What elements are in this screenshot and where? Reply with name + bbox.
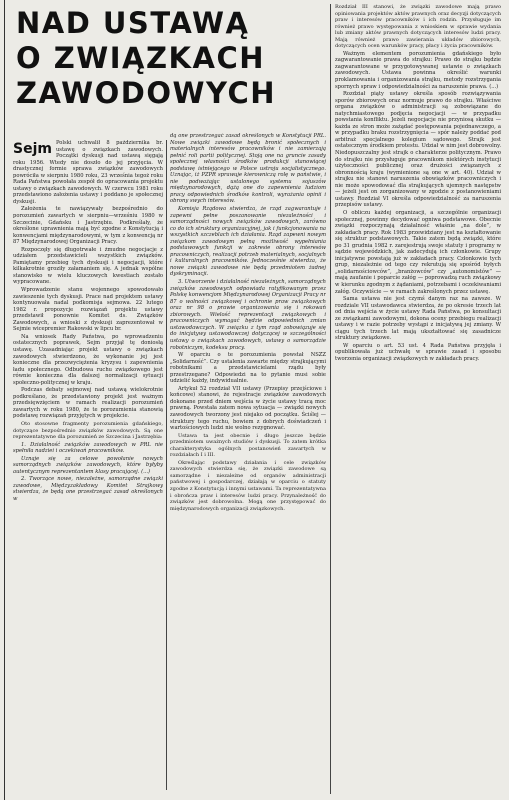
article-headline (16, 6, 277, 111)
col1-paragraph-text: Rozpoczęły się długotrwałe i żmudne negocjacje z udziałem przedstawicieli wszystkich związków. Pamiętamy przebieg tych dyskusji i negocjacji, które kilkakrotnie groziły załamaniem się. A jednak wspólne stanowisko w wielu kluczowych kwestiach zostało wypracowane. (13, 246, 163, 286)
text-column-2 (170, 133, 326, 783)
headline-line-2: O ZWIĄZKACH (16, 41, 265, 75)
col2-paragraph-text: Określając podstawy działania i cele związków zawodowych stwierdza się, że związki zawodowe są samorządne i niezależne od organów administracji państwowej i gospodarczej, działają w oparciu o statuty zgodne z Konstytucją i innymi ustawami. Ta reprezentatywna i obrończa praw i interesów ludzi pracy. Przynależność do związków jest dobrowolna. Mogą one przystępować do międzynarodowych organizacji związkowych. (170, 459, 326, 512)
col1-paragraph-text: 2. Tworzące nowe, niezależne, samorządne związki zawodowe, Międzyzakładowy Komitet Strajkowy stwierdza, że będą one przestrzegać zasad określonych w (13, 476, 163, 502)
col3-paragraph-0 (335, 4, 501, 50)
col1-paragraph-4 (13, 334, 163, 386)
column-divider-1 (166, 140, 167, 790)
col1-paragraph-text: Założenia te nawiązywały bezpośrednio do porozumień zawartych w sierpniu—wrześniu 1980 w Szczecinie, Gdańsku i Jastrzębiu. Podkreślały, że określone uprawnienia mają być zgodne z Konstytucją i konwencjami międzynarodowymi, w tym z konwencją nr 87 Międzynarodowej Organizacji Pracy. (13, 206, 163, 246)
col2-paragraph-text: Komisja Rządowa stwierdza, że rząd zagwarantuje i zapewni pełne poszanowanie niezależności i samorządności nowych związków zawodowych, zarówno co do ich struktury organizacyjnej, jak i funkcjonowania na wszystkich szczeblach ich działania. Rząd zapewni nowym związkom zawodowym pełną możliwość wypełniania podstawowych funkcji w zakresie obrony interesów pracowniczych, realizacji potrzeb materialnych, socjalnych i kulturalnych pracowników. Jednocześnie stwierdza, że nowe związki zawodowe nie będą przedmiotem żadnej dyskryminacji. (170, 206, 326, 278)
column-divider-2 (330, 4, 331, 794)
col1-paragraph-text: 1. Działalność związków zawodowych w PRL nie spełniła nadziei i oczekiwań pracowników. (13, 441, 163, 455)
col2-paragraph-text: dą one przestrzegać zasad określonych w Konstytucji PRL. Nowe związki zawodowe będą bronić społecznych i materialnych interesów pracowników i nie zamierzają pełnić roli partii politycznej. Stoją one na gruncie zasady społecznej własności środków produkcji stanowiącej podstawę istniejącego w Polsce ustroju socjalistycznego. Uznając, iż PZPR sprawuje kierowniczą rolę w państwie, i nie podważając ustalonego systemu sojuszów międzynarodowych, dążą one do zapewnienia ludziom pracy odpowiednich środków kontroli, wyrażania opinii i obrony swych interesów. (170, 133, 326, 205)
col3-paragraph-2 (335, 91, 501, 209)
col3-paragraph-text: O obliczu każdej organizacji, a szczególnie organizacji społecznej, powinny decydować ogniwa podstawowe. Obecnie związki rozpoczynają działalność właśnie „na dole”, w zakładach pracy. Rok 1983 przewidziany jest na kształtowanie się struktur podstawowych. Takie zatem będą związki, które po 31 grudnia 1982 r. zarejestrują swoje statuty i programy w sądzie wojewódzkich, jak zadecydują ich członkowie. Grupy inicjatywne powstają już w zakładach pracy. Członkowie tych grup, niezależnie od tego czy rekrutują się spośród byłych „solidarnościowców”, „branżowców” czy „autonomistów” — mają zaufanie i poparcie załóg — poprowadzą ruch związkowy w kierunku zgodnym z żądaniami, potrzebami i oczekiwaniami załóg. Oczywiście — w ramach zakreślonych przez ustawę. (335, 209, 501, 295)
col1-paragraph-3 (13, 287, 163, 333)
col2-paragraph-4 (170, 386, 326, 432)
col3-paragraph-text: Ważnym elementem porozumienia gdańskiego było zagwarantowanie prawa do strajku: Prawo do strajku będzie zagwarantowane w przygotowywanej ustawie o związkach zawodowych. Ustawa powinna określić warunki proklamowania i organizowania strajku, metody rozstrzygania spornych spraw i odpowiedzialności za naruszenie prawa. (...) (335, 50, 501, 90)
col2-paragraph-1 (170, 206, 326, 278)
col1-paragraph-text: Na wniosek Rady Państwa, po wprowadzeniu ostatecznych poprawek, Sejm przyjął tę doniosłą ustawę. Uzasadniając projekt ustawy o związkach zawodowych stwierdzono, że wykonanie jej jest konieczne dla przezwyciężenia kryzysu i zapewnienia ładu społecznego. Odbudowa ruchu związkowego jest równie konieczna dla dalszej normalizacji sytuacji społeczno-politycznej w kraju. (13, 333, 163, 386)
col2-paragraph-text: Artykuł 52 rozdział VII ustawy (Przepisy przejściowe i końcowe) stanowi, że rejestracje związków zawodowych dokonane przed dniem wejścia w życie ustawy tracą moc prawną. Powstała zatem nowa sytuacja — związki nowych zawodowych tworzony jest niejako od początku. Ściślej — struktury tego ruchu, bowiem z dobrych doświadczeń i wartościowych ludzi nie wolno rezygnować. (170, 385, 326, 432)
col1-paragraph-text: Podczas debaty sejmowej nad ustawą wielokrotnie podkreślano, że przedstawiony projekt jest ważnym przedsięwzięciem w ramach realizacji porozumień zawartych w roku 1980, że te porozumienia stanowią podstawę rozwiązań przyjętych w projekcie. (13, 387, 163, 420)
col2-paragraph-2 (170, 279, 326, 351)
col2-paragraph-3 (170, 352, 326, 385)
col1-paragraph-6 (13, 421, 163, 441)
col1-paragraph-8 (13, 456, 163, 476)
headline-line-1: NAD USTAWĄ (16, 6, 250, 40)
dropcap-word: Sejm (13, 141, 52, 157)
col1-paragraph-7 (13, 442, 163, 455)
col3-paragraph-4 (335, 296, 501, 342)
col1-paragraph-text: Polski uchwalił 8 października br. ustawę o związkach zawodowych. Początki dyskusji nad ustawą sięgają roku 1956. Wtedy nie doszło do jej przyjęcia. W drastycznej formie sprawa związków zawodowych powróciła w sierpniu 1980 roku, 23 września tegoż roku Rada Państwa powołała zespół do opracowania projektu ustawy o związkach zawodowych. W czerwcu 1981 roku przedstawiono założenia ustawy i poddano je społecznej dyskusji. (13, 140, 163, 205)
col1-paragraph-text: Wprowadzenie stanu wojennego spowodowało zawieszenie tych dyskusji. Prace nad projektem ustawy kontynuowała nadal podkomisja sejmowa. 22 lutego 1982 r. propozycje rozwiązań projektu ustawy przedstawił ponownie Komitet ds. Związków Zawodowych, a wnioski z dyskusji zaprezentował w Sejmie wicepremier Rakowski w lipcu br. (13, 287, 163, 333)
col3-paragraph-1 (335, 51, 501, 90)
col2-paragraph-text: Ustawa ta jest obecnie i długo jeszcze będzie przedmiotem uważnych studiów i dyskusji. To zatem krótka charakterystyka ogólnych postanowień zawartych w rozdziałach I i III. (170, 432, 326, 459)
col1-paragraph-text: Uznaje się za celowe powołanie nowych samorządnych związków zawodowych, które byłyby autentycznym reprezentantem klasy pracującej. (...) (13, 455, 163, 475)
col3-paragraph-text: Rozdział III stanowi, że związki zawodowe mają prawo opiniowania projektów aktów prawnych oraz decyzji dotyczących praw i interesów pracowników i ich rodzin. Przysługuje im również prawo występowania z wnioskiem w sprawie wydania lub zmiany aktów prawnych dotyczących interesów ludzi pracy. Mają również prawo zawierania układów zbiorowych, dotyczących ocen warunków pracy, płacy i życia pracowników. (335, 4, 501, 50)
col1-paragraph-text: Oto stosowne fragmenty porozumienia gdańskiego, dotyczące bezpośrednio związków zawodowych. Są one reprezentatywne dla porozumień ze Szczecina i Jastrzębia: (13, 420, 163, 441)
col3-paragraph-text: Sama ustawa nie jest czymś danym raz na zawsze. W rozdziale VII ustawodawca stwierdza, że po okresie trzech lat od dnia wejścia w życie ustawy Rada Państwa, po konsultacji ze związkami zawodowymi, dokona oceny przebiegu realizacji ustawy i w razie potrzeby wystąpi z inicjatywą jej zmiany. W ciągu tych trzech lat mają ukształtować się zasadnicze struktury związkowe. (335, 296, 501, 342)
col3-paragraph-text: W oparciu o art. 53 ust. 4 Rada Państwa przyjęła i opublikowała już uchwałę w sprawie zasad i sposobu tworzenia organizacji związkowych w zakładach pracy. (335, 342, 501, 362)
col2-paragraph-5 (170, 433, 326, 459)
col2-paragraph-6 (170, 460, 326, 512)
headline-line-3: ZAWODOWYCH (16, 76, 277, 110)
col3-paragraph-5 (335, 343, 501, 363)
col1-paragraph-2 (13, 247, 163, 286)
text-column-1 (13, 140, 163, 790)
col2-paragraph-0 (170, 133, 326, 205)
col1-paragraph-9 (13, 476, 163, 502)
text-column-3 (335, 4, 501, 794)
col1-paragraph-1 (13, 206, 163, 245)
left-border-rule (4, 0, 5, 800)
col1-paragraph-5 (13, 387, 163, 420)
col3-paragraph-3 (335, 210, 501, 295)
col3-paragraph-text: Rozdział piąty ustawy określa sposób rozwiązywania sporów zbiorowych oraz normuje prawo do strajku. Właściwe organa związków o administracji są zobowiązane do natychmiastowego podjęcia negocjacji — w przypadku powstania konfliktu. Jeżeli negocjacje nie przyniosą skutku — każda ze stron może zażądać postępowania pojednawczego, a w przypadku braku rozstrzygnięcia — spór należy poddać pod arbitraż specjalnego kolegium sądowego. Strajk jest ostatecznym środkiem protestu. Udział w nim jest dobrowolny. Niedopuszczalny jest strajk o charakterze politycznym. Prawo do strajku nie przysługuje pracownikom niektórych instytucji użyteczności publicznej oraz drużości związanych z obronnością kraju (wymienione są one w art. 40). Udział w strajku nie stanowi naruszenia obowiązków pracowniczych i nie może spowodować dla strajkujących ujemnych następstw — jeżeli jest on zorganizowany w zgodzie z postanowieniami ustawy. Rozdział VI określa odpowiedzialność za naruszenia przepisów ustawy. (335, 91, 501, 209)
col2-paragraph-text: 3. Utworzenie i działalność niezależnych, samorządnych związków zawodowych odpowiada ratyfikowanym przez Polskę konwencjom Międzynarodowej Organizacji Pracy nr 87 o wolności związkowej i ochronie praw związkowych oraz nr 98 o prawie organizowania się i rokowań zbiorowych. Wielość reprezentacji związkowych i pracowniczych wymagać będzie odpowiednich zmian ustawodawczych. W związku z tym rząd zobowiązuje się do inicjatywy ustawodawczej dotyczącej w szczególności ustawy o związkach zawodowych, ustawy o samorządzie robotniczym, kodeksu pracy. (170, 279, 326, 351)
col2-paragraph-text: W oparciu o te porozumienia powstał NSZZ „Solidarność”. Czy ustalenia zawarte między strajkującymi robotnikami a przedstawicielami rządu były przestrzegane? Odpowiedzi na to pytanie musi sobie udzielić każdy, indywidualnie. (170, 352, 326, 385)
col1-paragraph-0 (13, 140, 163, 205)
